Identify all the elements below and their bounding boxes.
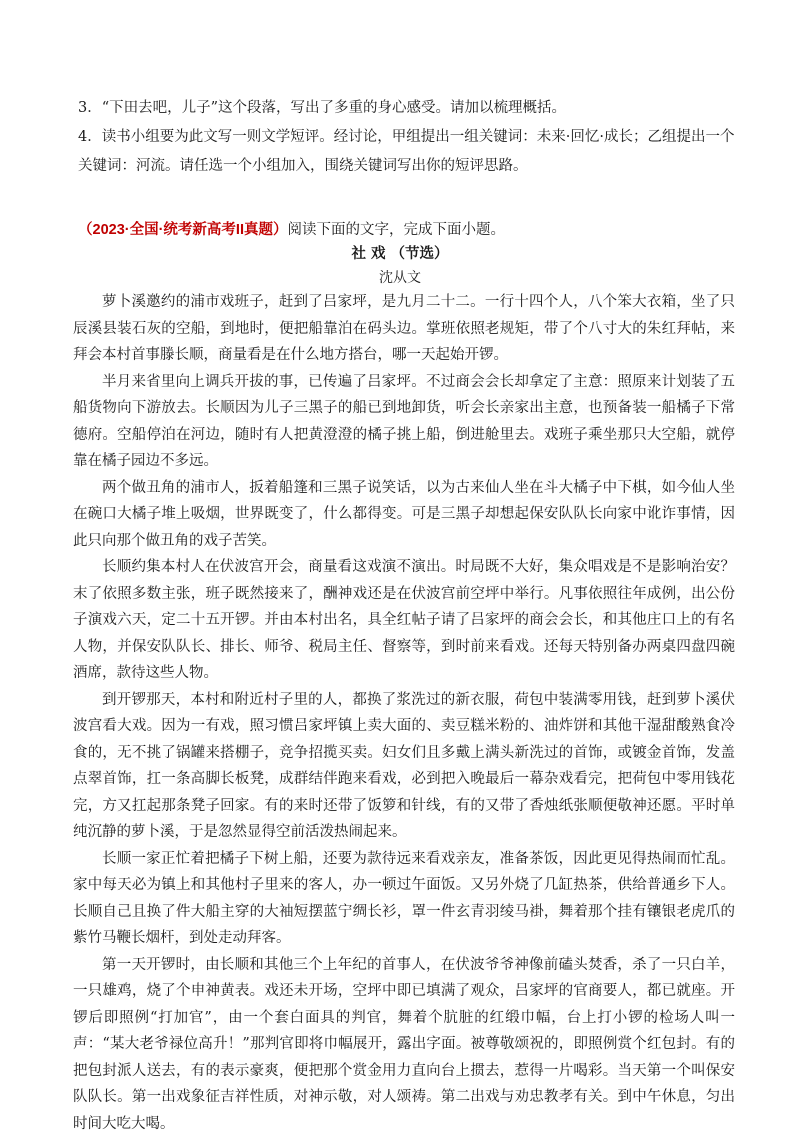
article-paragraph: 两个做丑角的浦市人，扳着船篷和三黑子说笑话，以为古来仙人坐在斗大橘子中下棋，如今仙人坐在碗口大橘子堆上吸烟，世界既变了，什么都得变。可是三黑子却想起保安队队长向家中讹诈事情，因此只向那个做丑角的戏子苦笑。 xyxy=(73,475,735,555)
article-body xyxy=(73,289,735,1137)
article-title: 社 戏 （节选） xyxy=(0,244,800,264)
source-line xyxy=(78,219,738,241)
source-tag: （2023·全国·统考新高考II真题） xyxy=(78,222,287,238)
article-paragraph: 第一天开锣时，由长顺和其他三个上年纪的首事人，在伏波爷爷神像前磕头焚香，杀了一只白羊，一只雄鸡，烧了个申神黄表。戏还未开场，空坪中即已填满了观众，吕家坪的官商要人，都已就座。开锣后即照例“打加官”，由一个套白面具的判官，舞着个肮脏的红缎巾幅，台上打小锣的检场人叫一声：“某大老爷禄位高升！”那判官即将巾幅展开，露出字面。被尊敬颂祝的，即照例赏个红包封。有的把包封派人送去，有的表示豪爽，便把那个赏金用力直向台上掼去，惹得一片喝彩。当天第一个叫保安队队长。第一出戏象征吉祥性质，对神示敬，对人颂祷。第二出戏与劝忠教孝有关。到中午休息，匀出时间大吃大喝。 xyxy=(73,952,735,1137)
article-paragraph: 长顺一家正忙着把橘子下树上船，还要为款待远来看戏亲友，准备茶饭，因此更见得热闹而忙乱。家中每天必为镇上和其他村子里来的客人，办一顿过午面饭。又另外烧了几缸热茶，供给普通乡下人。长顺自己且换了件大船主穿的大袖短摆蓝宁绸长衫，罩一件玄青羽绫马褂，舞着那个挂有镶银老虎爪的紫竹马鞭长烟杆，到处走动拜客。 xyxy=(73,846,735,952)
question-4: 4．读书小组要为此文写一则文学短评。经讨论，甲组提出一组关键词：未来·回忆·成长；乙组提出一个关键词：河流。请任选一个小组加入，围绕关键词写出你的短评思路。 xyxy=(78,123,738,181)
article-paragraph: 长顺约集本村人在伏波宫开会，商量看这戏演不演出。时局既不大好，集众唱戏是不是影响治安？末了依照多数主张，班子既然接来了，酬神戏还是在伏波宫前空坪中举行。凡事依照往年成例，出公份子演戏六天，定二十五开锣。并由本村出名，具全红帖子请了吕家坪的商会会长，和其他庄口上的有名人物，并保安队队长、排长、师爷、税局主任、督察等，到时前来看戏。还每天特别备办两桌四盘四碗酒席，款待这些人物。 xyxy=(73,554,735,687)
question-3: 3．“下田去吧，儿子”这个段落，写出了多重的身心感受。请加以梳理概括。 xyxy=(78,94,738,123)
article-paragraph: 到开锣那天，本村和附近村子里的人，都换了浆洗过的新衣服，荷包中装满零用钱，赶到萝卜溪伏波宫看大戏。因为一有戏，照习惯吕家坪镇上卖大面的、卖豆糕米粉的、油炸饼和其他干湿甜酸熟食冷食的，无不挑了锅罐来搭棚子，竞争招揽买卖。妇女们且多戴上满头新洗过的首饰，或镀金首饰，发盖点翠首饰，扛一条高脚长板凳，成群结伴跑来看戏，必到把入晚最后一幕杂戏看完，把荷包中零用钱花完，方又扛起那条凳子回家。有的来时还带了饭箩和针线，有的又带了香烛纸张顺便敬神还愿。平时单纯沉静的萝卜溪，于是忽然显得空前活泼热闹起来。 xyxy=(73,687,735,846)
article-author: 沈从文 xyxy=(0,268,800,288)
article-paragraph: 萝卜溪邀约的浦市戏班子，赶到了吕家坪，是九月二十二。一行十四个人，八个笨大衣箱，坐了只辰溪县装石灰的空船，到地时，便把船靠泊在码头边。掌班依照老规矩，带了个八寸大的朱红拜帖，来拜会本村首事滕长顺，商量看是在什么地方搭台，哪一天起始开锣。 xyxy=(73,289,735,369)
source-instruction: 阅读下面的文字，完成下面小题。 xyxy=(287,222,505,238)
article-paragraph: 半月来省里向上调兵开拔的事，已传遍了吕家坪。不过商会会长却拿定了主意：照原来计划装了五船货物向下游放去。长顺因为儿子三黑子的船已到地卸货，听会长亲家出主意，也预备装一船橘子下常德府。空船停泊在河边，随时有人把黄澄澄的橘子挑上船，倒进舱里去。戏班子乘坐那只大空船，就停靠在橘子园边不多远。 xyxy=(73,369,735,475)
